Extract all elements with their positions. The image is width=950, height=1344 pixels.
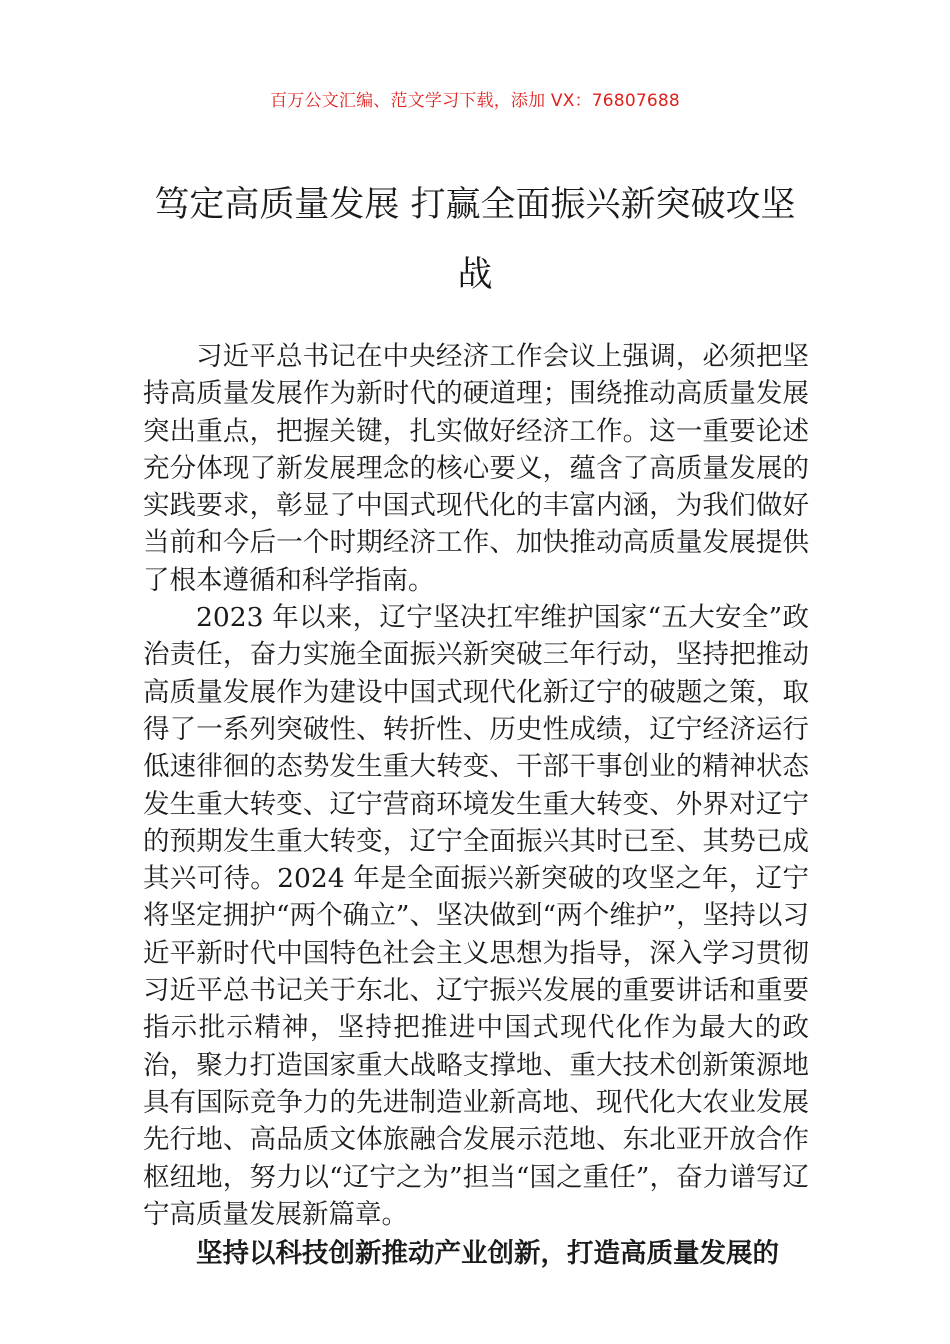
document-body [143, 338, 809, 1272]
body-paragraph: 习近平总书记在中央经济工作会议上强调，必须把坚持高质量发展作为新时代的硬道理；围绕推动高质量发展突出重点，把握关键，扎实做好经济工作。这一重要论述充分体现了新发展理念的核心要义，蕴含了高质量发展的实践要求，彰显了中国式现代化的丰富内涵，为我们做好当前和今后一个时期经济工作、加快推动高质量发展提供了根本遵循和科学指南。 [143, 341, 809, 596]
section-heading: 坚持以科技创新推动产业创新，打造高质量发展的 [196, 1238, 779, 1270]
document-title: 笃定高质量发展 打赢全面振兴新突破攻坚战 [154, 185, 796, 295]
header-watermark-note: 百万公文汇编、范文学习下载，添加 VX：76807688 [270, 91, 680, 111]
body-paragraph: 2023 年以来，辽宁坚决扛牢维护国家“五大安全”政治责任，奋力实施全面振兴新突破三年行动，坚持把推动高质量发展作为建设中国式现代化新辽宁的破题之策，取得了一系列突破性、转折性、历史性成绩，辽宁经济运行低速徘徊的态势发生重大转变、干部干事创业的精神状态发生重大转变、辽宁营商环境发生重大转变、外界对辽宁的预期发生重大转变，辽宁全面振兴其时已至、其势已成其兴可待。2024 年是全面振兴新突破的攻坚之年，辽宁将坚定拥护“两个确立”、坚决做到“两个维护”，坚持以习近平新时代中国特色社会主义思想为指导，深入学习贯彻习近平总书记关于东北、辽宁振兴发展的重要讲话和重要指示批示精神，坚持把推进中国式现代化作为最大的政治，聚力打造国家重大战略支撑地、重大技术创新策源地具有国际竞争力的先进制造业新高地、现代化大农业发展先行地、高品质文体旅融合发展示范地、东北亚开放合作枢纽地，努力以“辽宁之为”担当“国之重任”，奋力谱写辽宁高质量发展新篇章。 [143, 602, 809, 1230]
